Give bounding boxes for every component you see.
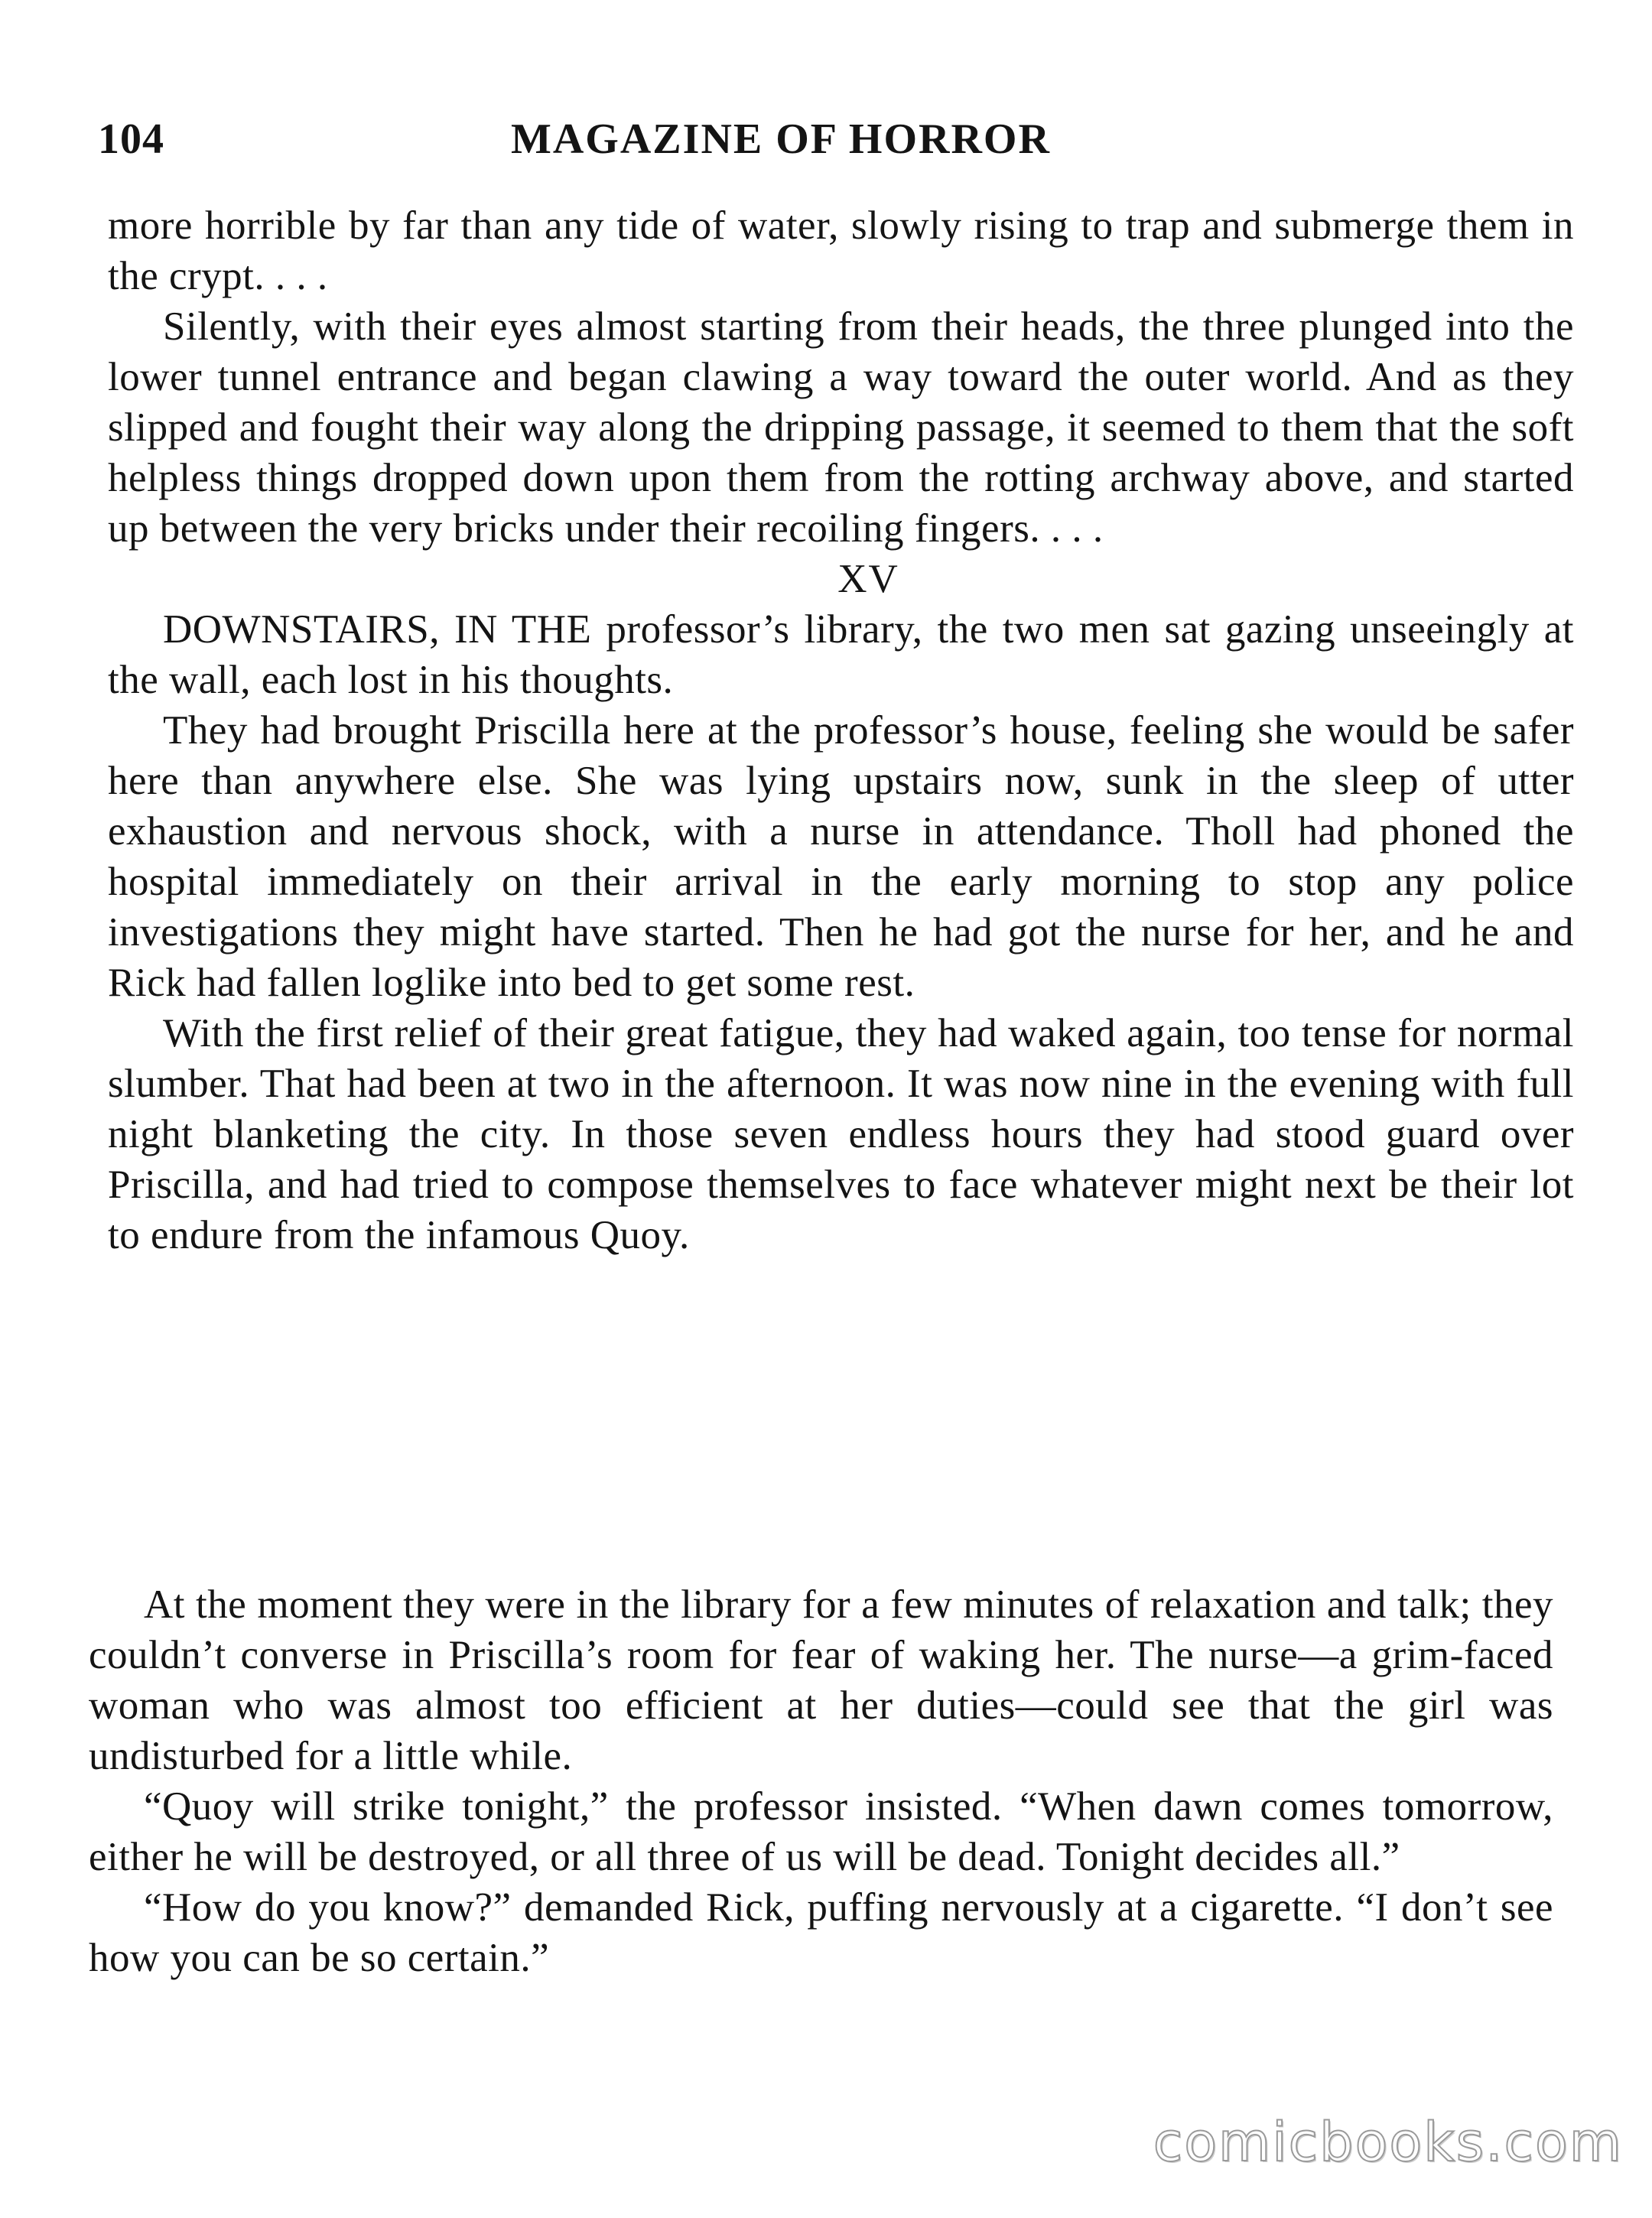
body-text-lower [89,1579,1553,1983]
watermark: comicbooks.com [1153,2111,1623,2174]
paragraph: They had brought Priscilla here at the professor’s house, feeling she would be safer here than anywhere else. She was lying upstairs now, sunk in the sleep of utter exhaustion and nervous shock, with a nurse in attendance. Tholl had phoned the hospital immediately on their arrival in the early morning to stop any police investigations they might have started. Then he had got the nurse for her, and he and Rick had fallen loglike into bed to get some rest. [108,708,1574,1005]
paragraph: DOWNSTAIRS, IN THE professor’s library, the two men sat gazing unseeingly at the wall, each lost in his thoughts. [108,607,1574,702]
page-header [98,115,1597,176]
paragraph-continuation: more horrible by far than any tide of water, slowly rising to trap and submerge them in the crypt. . . . [108,203,1574,298]
body-text-upper [108,200,1574,1260]
paragraph: Silently, with their eyes almost starting from their heads, the three plunged into the lower tunnel entrance and began clawing a way toward the outer world. And as they slipped and fought their way along the dripping passage, it seemed to them that the soft helpless things dropped down upon them from the rotting archway above, and started up between the very bricks under their recoiling fingers. . . . [108,304,1574,551]
paragraph: At the moment they were in the library for a few minutes of relaxation and talk; they couldn’t converse in Priscilla’s room for fear of waking her. The nurse—a grim-faced woman who was almost too efficient at her duties—could see that the girl was undisturbed for a little while. [89,1582,1553,1778]
paragraph: “Quoy will strike tonight,” the professor insisted. “When dawn comes tomorrow, either he will be destroyed, or all three of us will be dead. Tonight decides all.” [89,1784,1553,1879]
page-number: 104 [98,115,164,163]
running-title: MAGAZINE OF HORROR [511,115,1051,163]
paragraph: With the first relief of their great fatigue, they had waked again, too tense for normal slumber. That had been at two in the afternoon. It was now nine in the evening with full night blanketing the city. In those seven endless hours they had stood guard over Priscilla, and had tried to compose themselves to face whatever might next be their lot to endure from the infamous Quoy. [108,1011,1574,1257]
chapter-heading: XV [837,557,899,601]
paragraph: “How do you know?” demanded Rick, puffing nervously at a cigarette. “I don’t see how you can be so certain.” [89,1885,1553,1980]
